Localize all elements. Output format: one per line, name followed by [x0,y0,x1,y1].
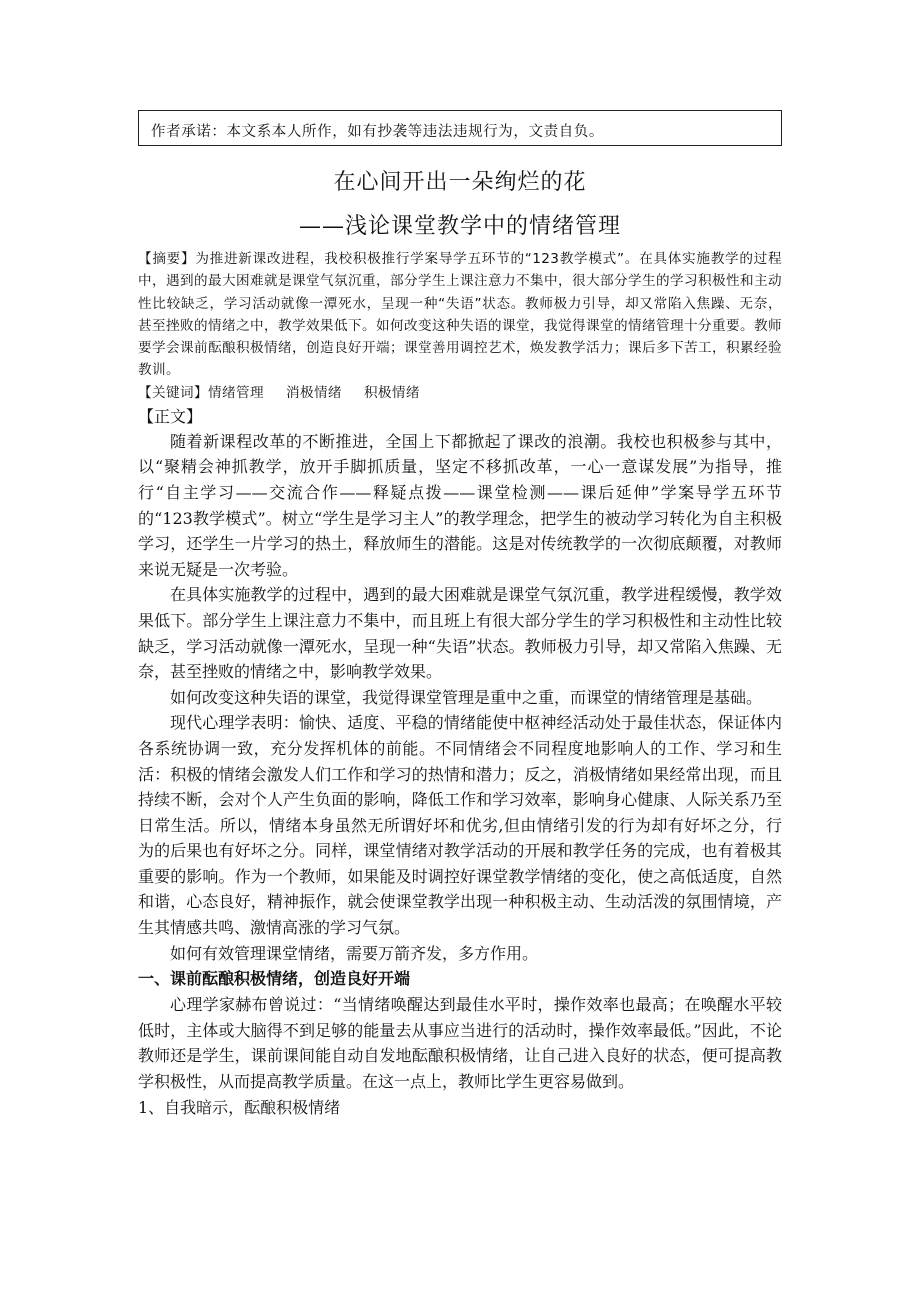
abstract-label: 【摘要】 [138,251,196,267]
article-title: 在心间开出一朵绚烂的花 [333,170,587,195]
author-pledge-text: 作者承诺：本文系本人所作，如有抄袭等违法违规行为，文责自负。 [151,124,604,140]
subsection-heading: 1、自我暗示，酝酿积极情绪 [138,1097,341,1117]
body-paragraph: 如何有效管理课堂情绪，需要万箭齐发，多方作用。 [170,943,539,963]
body-paragraph: 如何改变这种失语的课堂，我觉得课堂管理是重中之重，而课堂的情绪管理是基础。 [170,687,763,707]
document-page [138,110,782,1121]
section-heading: 一、课前酝酿积极情绪，创造良好开端 [138,969,411,989]
section-paragraph: 心理学家赫布曾说过：“当情绪唤醒达到最佳水平时，操作效率也最高；在唤醒水平较低时，主体或大脑得不到足够的能量去从事应当进行的活动时，操作效率最低。”因此，不论教师还是学生，课前课间能自动自发地酝酿积极情绪，让自己进入良好的状态，便可提高教学积极性，从而提高教学质量。在这一点上，教师比学生更容易做到。 [138,995,782,1092]
keyword-item: 积极情绪 [363,384,420,401]
author-pledge-box [138,110,782,146]
abstract [138,248,782,382]
keywords [138,382,782,404]
body-paragraph: 随着新课程改革的不断推进，全国上下都掀起了课改的浪潮。我校也积极参与其中，以“聚精会神抓教学，放开手脚抓质量，坚定不移抓改革，一心一意谋发展”为指导，推行“自主学习——交流合作——释疑点拨——课堂检测——课后延伸”学案导学五环节的“123教学模式”。树立“学生是学习主人”的教学理念，把学生的被动学习转化为自主积极学习，还学生一片学习的热土，释放师生的潜能。这是对传统教学的一次彻底颠覆，对教师来说无疑是一次考验。 [138,431,782,579]
abstract-text: 为推进新课改进程，我校积极推行学案导学五环节的“123教学模式”。在具体实施教学的过程中，遇到的最大困难就是课堂气氛沉重，部分学生上课注意力不集中，很大部分学生的学习积极性和主动性比较缺乏，学习活动就像一潭死水，呈现一种“失语”状态。教师极力引导，却又常陷入焦躁、无奈，甚至挫败的情绪之中，教学效果低下。如何改变这种失语的课堂，我觉得课堂的情绪管理十分重要。教师要学会课前酝酿积极情绪，创造良好开端；课堂善用调控艺术，焕发教学活力；课后多下苦工，积累经验教训。 [138,251,782,379]
article-subtitle: ——浅论课堂教学中的情绪管理 [298,214,621,239]
body-paragraph: 在具体实施教学的过程中，遇到的最大困难就是课堂气氛沉重，教学进程缓慢，教学效果低下。部分学生上课注意力不集中，而且班上有很大部分学生的学习积极性和主动性比较缺乏，学习活动就像一潭死水，呈现一种“失语”状态。教师极力引导，却又常陷入焦躁、无奈，甚至挫败的情绪之中，影响教学效果。 [138,585,782,682]
keywords-label: 【关键词】 [138,384,208,401]
body-label: 【正文】 [138,406,203,426]
keyword-item: 消极情绪 [285,384,342,401]
keyword-item: 情绪管理 [207,384,264,401]
body-paragraph: 现代心理学表明：愉快、适度、平稳的情绪能使中枢神经活动处于最佳状态，保证体内各系统协调一致，充分发挥机体的前能。不同情绪会不同程度地影响人的工作、学习和生活：积极的情绪会激发人们工作和学习的热情和潜力；反之，消极情绪如果经常出现，而且持续不断，会对个人产生负面的影响，降低工作和学习效率，影响身心健康、人际关系乃至日常生活。所以，情绪本身虽然无所谓好坏和优劣,但由情绪引发的行为却有好坏之分，行为的后果也有好坏之分。同样，课堂情绪对教学活动的开展和教学任务的完成，也有着极其重要的影响。作为一个教师，如果能及时调控好课堂教学情绪的变化，使之高低适度，自然和谐，心态良好，精神振作，就会使课堂教学出现一种积极主动、生动活泼的氛围情境，产生其情感共鸣、激情高涨的学习气氛。 [138,713,782,938]
